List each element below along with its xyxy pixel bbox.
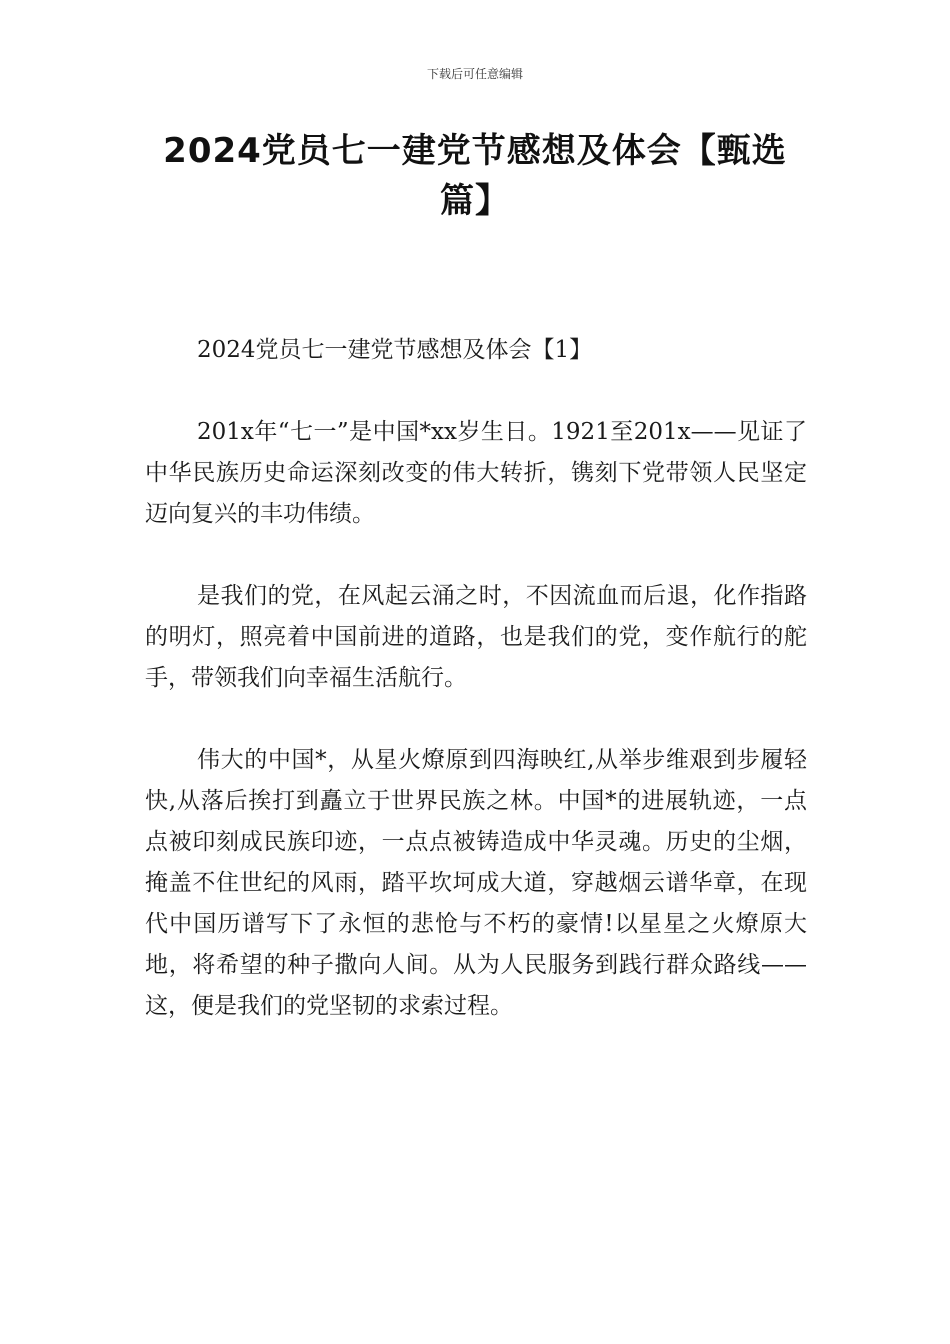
section-heading: 2024党员七一建党节感想及体会【1】 — [197, 337, 593, 363]
paragraph-3: 伟大的中国*，从星火燎原到四海映红,从举步维艰到步履轻快,从落后挨打到矗立于世界民族之林。中国*的进展轨迹，一点点被印刻成民族印迹，一点点被铸造成中华灵魂。历史的尘烟，掩盖不住世纪的风雨，踏平坎坷成大道，穿越烟云谱华章，在现代中国历谱写下了永恒的悲怆与不朽的豪情!以星星之火燎原大地，将希望的种子撒向人间。从为人民服务到践行群众路线——这，便是我们的党坚韧的求索过程。 — [145, 747, 807, 1019]
paragraph-2: 是我们的党，在风起云涌之时，不因流血而后退，化作指路的明灯，照亮着中国前进的道路，也是我们的党，变作航行的舵手，带领我们向幸福生活航行。 — [145, 583, 807, 691]
paragraph-1: 201x年“七一”是中国*xx岁生日。1921至201x——见证了中华民族历史命运深刻改变的伟大转折，镌刻下党带领人民坚定迈向复兴的丰功伟绩。 — [145, 419, 807, 527]
header-note: 下载后可任意编辑 — [426, 67, 523, 81]
document-body — [145, 330, 807, 1068]
document-title: 2024党员七一建党节感想及体会【甄选篇】 — [163, 131, 787, 221]
